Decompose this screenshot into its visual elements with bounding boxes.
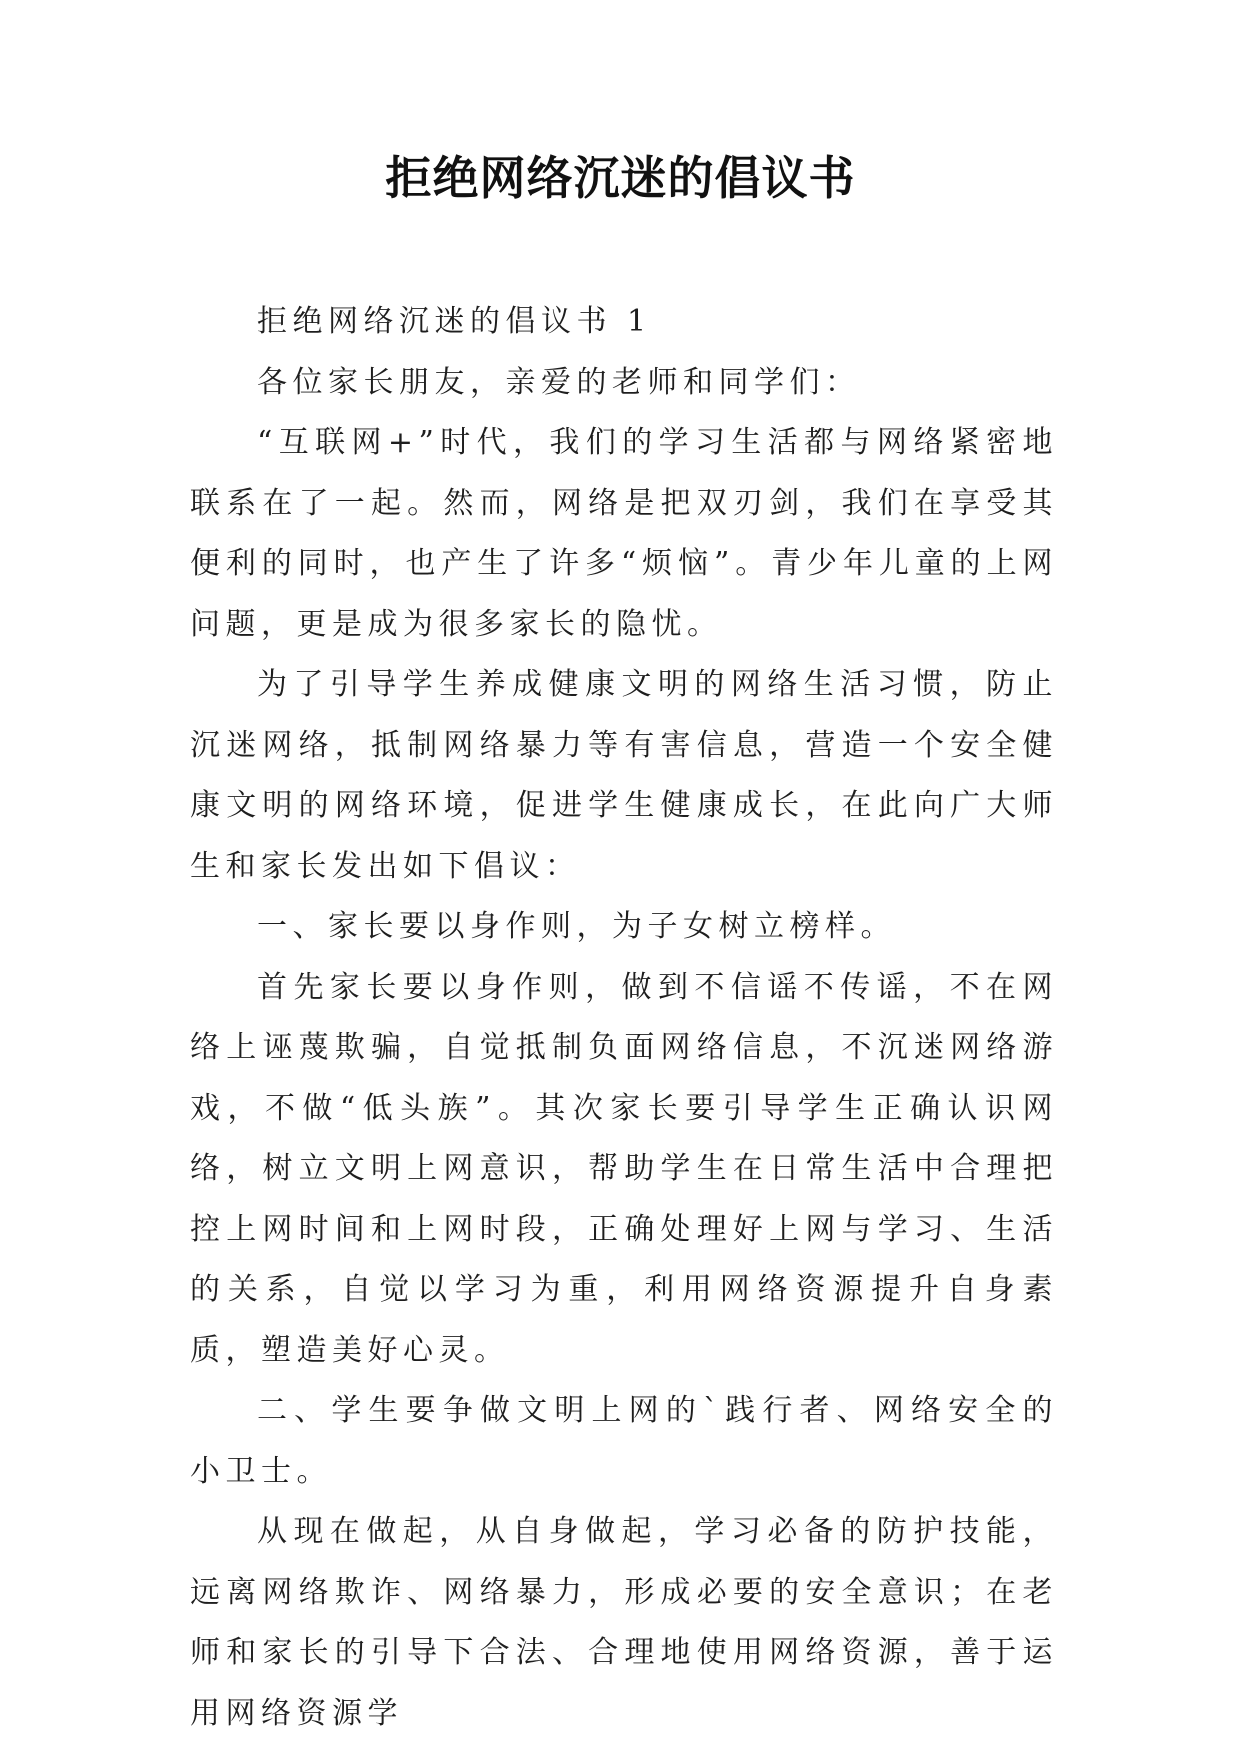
paragraph-intro: “互联网+”时代，我们的学习生活都与网络紧密地联系在了一起。然而，网络是把双刃剑，我们在享受其便利的同时，也产生了许多“烦恼”。青少年儿童的上网问题，更是成为很多家长的隐忧。: [190, 425, 1058, 642]
paragraph-section-one-heading: 一、家长要以身作则，为子女树立榜样。: [257, 909, 896, 944]
paragraph-section-two-heading: 二、学生要争做文明上网的`践行者、网络安全的小卫士。: [190, 1393, 1058, 1489]
document-title: 拒绝网络沉迷的倡议书: [385, 151, 856, 205]
paragraph-section-two-body: 从现在做起，从自身做起，学习必备的防护技能，远离网络欺诈、网络暴力，形成必要的安全意识；在老师和家长的引导下合法、合理地使用网络资源，善于运用网络资源学: [190, 1514, 1058, 1731]
document-body: [190, 292, 1058, 1744]
paragraph-heading: 拒绝网络沉迷的倡议书 1: [257, 304, 652, 339]
paragraph-section-one-body: 首先家长要以身作则，做到不信谣不传谣，不在网络上诬蔑欺骗，自觉抵制负面网络信息，不沉迷网络游戏，不做“低头族”。其次家长要引导学生正确认识网络，树立文明上网意识，帮助学生在日常生活中合理把控上网时间和上网时段，正确处理好上网与学习、生活的关系，自觉以学习为重，利用网络资源提升自身素质，塑造美好心灵。: [190, 969, 1058, 1368]
paragraph-purpose: 为了引导学生养成健康文明的网络生活习惯，防止沉迷网络，抵制网络暴力等有害信息，营造一个安全健康文明的网络环境，促进学生健康成长，在此向广大师生和家长发出如下倡议：: [190, 667, 1058, 884]
paragraph-salutation: 各位家长朋友，亲爱的老师和同学们：: [257, 364, 861, 400]
